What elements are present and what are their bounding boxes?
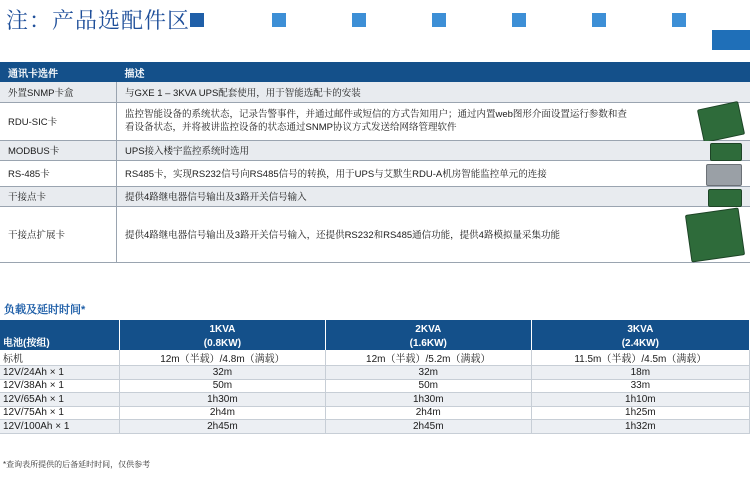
decor-accent-bar (712, 30, 750, 50)
option-desc: 提供4路继电器信号输出及3路开关信号输入，还提供RS232和RS485通信功能，提供4路模拟量采集功能 (125, 230, 560, 241)
decor-square (512, 13, 526, 27)
decor-square (672, 13, 686, 27)
time-cell: 12m（半载）/4.8m（满载） (120, 350, 326, 366)
time-cell: 32m (120, 366, 326, 380)
table-row (0, 140, 750, 160)
dry-contact-ext-card-image (685, 207, 745, 262)
table-row (0, 186, 750, 206)
table-row (0, 350, 750, 366)
option-desc: 监控智能设备的系统状态，记录告警事件，并通过邮件或短信的方式告知用户；通过内置web图形介面设置运行参数和查看设备状态，并将被讲监控设备的状态通过SNMP协议方式发送给网络管理软件 (125, 109, 627, 133)
table-row (0, 393, 750, 407)
kw-header: (1.6KW) (325, 336, 531, 350)
table-row (0, 366, 750, 380)
kva-header: 2KVA (325, 320, 531, 336)
backup-header-row (0, 320, 750, 336)
time-cell: 2h4m (120, 406, 326, 420)
kw-header: (0.8KW) (120, 336, 326, 350)
options-col-desc: 描述 (117, 62, 750, 82)
section-title: 负载及延时时间* (4, 304, 86, 316)
battery-cell: 12V/75Ah × 1 (0, 406, 120, 420)
time-cell: 32m (325, 366, 531, 380)
decor-square (432, 13, 446, 27)
battery-cell: 标机 (0, 350, 120, 366)
option-desc: UPS接入楼宇监控系统时选用 (125, 146, 250, 157)
kva-header: 1KVA (120, 320, 326, 336)
battery-cell: 12V/38Ah × 1 (0, 379, 120, 393)
option-name: 干接点扩展卡 (0, 206, 117, 262)
option-desc: 与GXE 1 – 3KVA UPS配套使用，用于智能选配卡的安装 (117, 82, 750, 102)
table-row (0, 160, 750, 186)
options-table (0, 62, 750, 263)
battery-cell: 12V/24Ah × 1 (0, 366, 120, 380)
time-cell: 2h45m (120, 420, 326, 434)
time-cell: 50m (120, 379, 326, 393)
time-cell: 1h25m (531, 406, 749, 420)
time-cell: 1h10m (531, 393, 749, 407)
time-cell: 2h45m (325, 420, 531, 434)
kw-header: (2.4KW) (531, 336, 749, 350)
table-row (0, 420, 750, 434)
decor-square (592, 13, 606, 27)
battery-cell: 12V/100Ah × 1 (0, 420, 120, 434)
option-name: 干接点卡 (0, 186, 117, 206)
rs485-card-image (706, 164, 742, 186)
decor-square (190, 13, 204, 27)
dry-contact-card-image (708, 189, 742, 207)
modbus-card-image (710, 143, 742, 161)
backup-table (0, 320, 750, 434)
option-name: RS-485卡 (0, 160, 117, 186)
table-row (0, 379, 750, 393)
option-name: 外置SNMP卡盒 (0, 82, 117, 102)
time-cell: 12m（半载）/5.2m（满载） (325, 350, 531, 366)
table-row (0, 406, 750, 420)
table-row (0, 206, 750, 262)
table-row (0, 82, 750, 102)
time-cell: 33m (531, 379, 749, 393)
table-row (0, 102, 750, 140)
decor-square (352, 13, 366, 27)
time-cell: 1h32m (531, 420, 749, 434)
time-cell: 50m (325, 379, 531, 393)
battery-header: 电池(按组) (0, 320, 120, 350)
time-cell: 11.5m（半载）/4.5m（满载） (531, 350, 749, 366)
option-desc: RS485卡，实现RS232信号向RS485信号的转换，用于UPS与艾默生RDU-A机房智能监控单元的连接 (125, 169, 547, 180)
time-cell: 1h30m (325, 393, 531, 407)
rdu-sic-card-image (697, 101, 745, 143)
time-cell: 18m (531, 366, 749, 380)
decor-square (272, 13, 286, 27)
options-header-row (0, 62, 750, 82)
kva-header: 3KVA (531, 320, 749, 336)
option-desc: 提供4路继电器信号输出及3路开关信号输入 (125, 192, 307, 203)
page-title: 注：产品选配件区 (6, 9, 191, 34)
option-name: MODBUS卡 (0, 140, 117, 160)
battery-cell: 12V/65Ah × 1 (0, 393, 120, 407)
option-name: RDU-SIC卡 (0, 102, 117, 140)
footnote: *查询表所提供的后备延时时间，仅供参考 (3, 460, 151, 469)
time-cell: 2h4m (325, 406, 531, 420)
time-cell: 1h30m (120, 393, 326, 407)
options-col-name: 通讯卡选件 (0, 62, 117, 82)
